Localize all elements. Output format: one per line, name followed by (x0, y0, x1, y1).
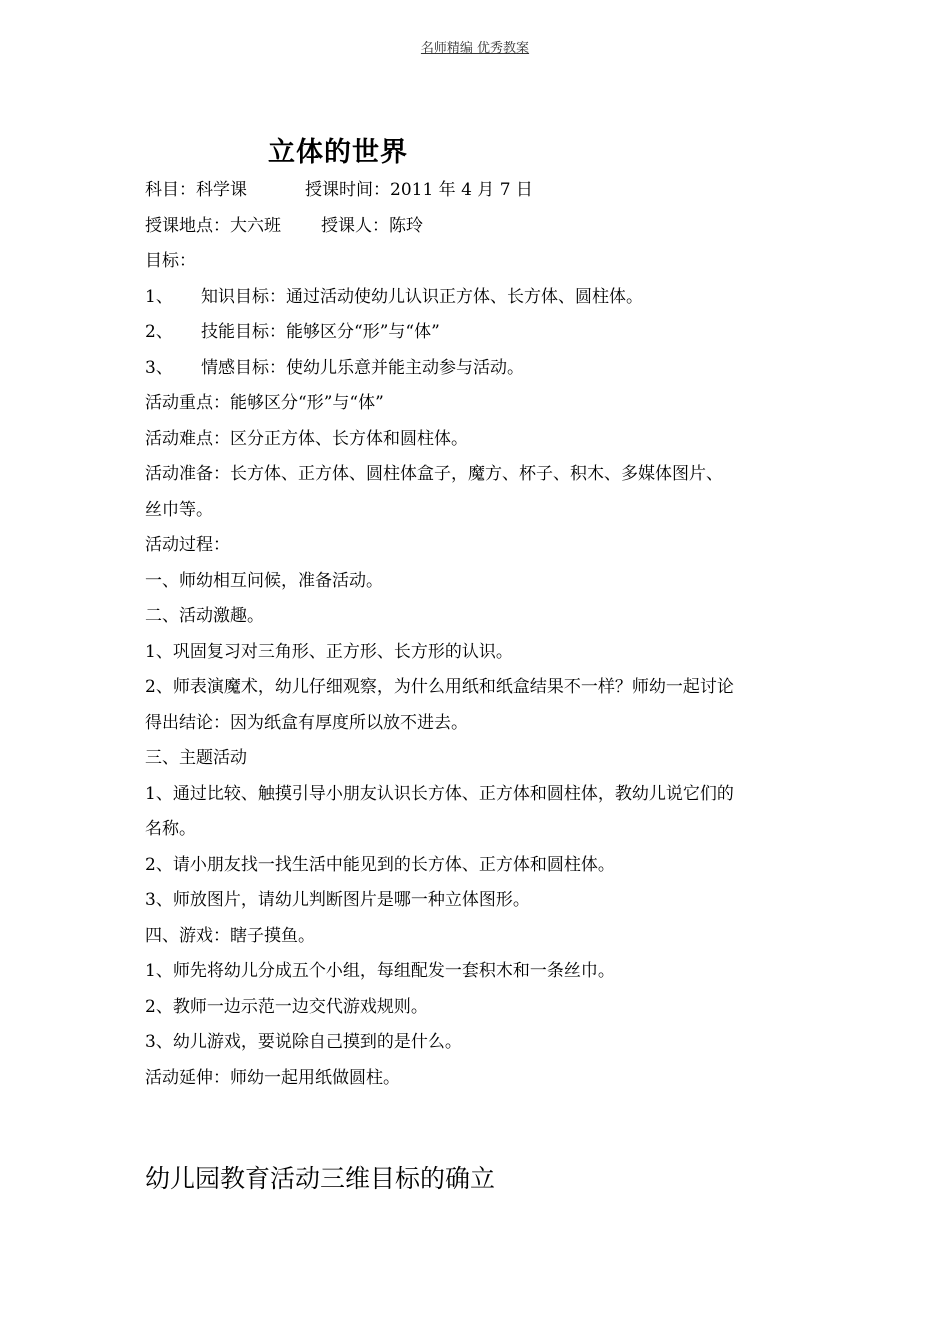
body-line: 三、主题活动 (145, 748, 247, 768)
page-title: 立体的世界 (268, 137, 408, 168)
body-line: 1、巩固复习对三角形、正方形、长方形的认识。 (145, 641, 513, 662)
teacher-text: 授课人：陈玲 (321, 215, 423, 236)
body-line: 2、师表演魔术，幼儿仔细观察，为什么用纸和纸盒结果不一样？师幼一起讨论 (145, 677, 734, 697)
body-line: 活动重点：能够区分“形”与“体” (145, 393, 384, 413)
page-header (0, 37, 950, 56)
time-text: 授课时间：2011 年 4 月 7 日 (305, 180, 533, 200)
body-line: 二、活动激趣。 (145, 606, 264, 626)
goal-number: 3、 (145, 357, 173, 378)
goal-number: 2、 (145, 322, 173, 342)
body-line: 一、师幼相互问候，准备活动。 (145, 570, 383, 591)
body-line: 3、幼儿游戏，要说除自己摸到的是什么。 (145, 1032, 462, 1052)
document-body (145, 173, 810, 1096)
body-line: 名称。 (145, 819, 196, 839)
goal-text: 知识目标：通过活动使幼儿认识正方体、长方体、圆柱体。 (201, 286, 643, 307)
place-text: 授课地点：大六班 (145, 215, 281, 236)
body-line: 活动难点：区分正方体、长方体和圆柱体。 (145, 428, 468, 449)
goal-text: 技能目标：能够区分“形”与“体” (201, 322, 440, 342)
body-line: 活动准备：长方体、正方体、圆柱体盒子，魔方、杯子、积木、多媒体图片、 (145, 464, 723, 484)
body-line: 活动延伸：师幼一起用纸做圆柱。 (145, 1067, 400, 1088)
header-text: 名师精编 优秀教案 (420, 41, 530, 56)
body-line: 2、教师一边示范一边交代游戏规则。 (145, 996, 428, 1017)
body-line: 1、师先将幼儿分成五个小组，每组配发一套积木和一条丝巾。 (145, 961, 615, 981)
section-title: 幼儿园教育活动三维目标的确立 (145, 1164, 496, 1193)
body-line: 丝巾等。 (145, 499, 213, 520)
goal-item (145, 315, 810, 351)
body-line: 四、游戏：瞎子摸鱼。 (145, 925, 315, 946)
goal-item (145, 351, 810, 387)
body-line: 3、师放图片，请幼儿判断图片是哪一种立体图形。 (145, 890, 530, 910)
goal-text: 情感目标：使幼儿乐意并能主动参与活动。 (201, 357, 524, 378)
goal-item (145, 280, 810, 316)
body-line: 1、通过比较、触摸引导小朋友认识长方体、正方体和圆柱体，教幼儿说它们的 (145, 783, 734, 804)
subject-text: 科目：科学课 (145, 180, 247, 200)
info-line-1 (145, 173, 810, 209)
goal-number: 1、 (145, 286, 173, 307)
body-line: 2、请小朋友找一找生活中能见到的长方体、正方体和圆柱体。 (145, 854, 615, 875)
info-line-2 (145, 209, 810, 245)
body-line: 活动过程： (145, 535, 230, 555)
goals-heading: 目标： (145, 251, 196, 271)
body-line: 得出结论：因为纸盒有厚度所以放不进去。 (145, 712, 468, 733)
